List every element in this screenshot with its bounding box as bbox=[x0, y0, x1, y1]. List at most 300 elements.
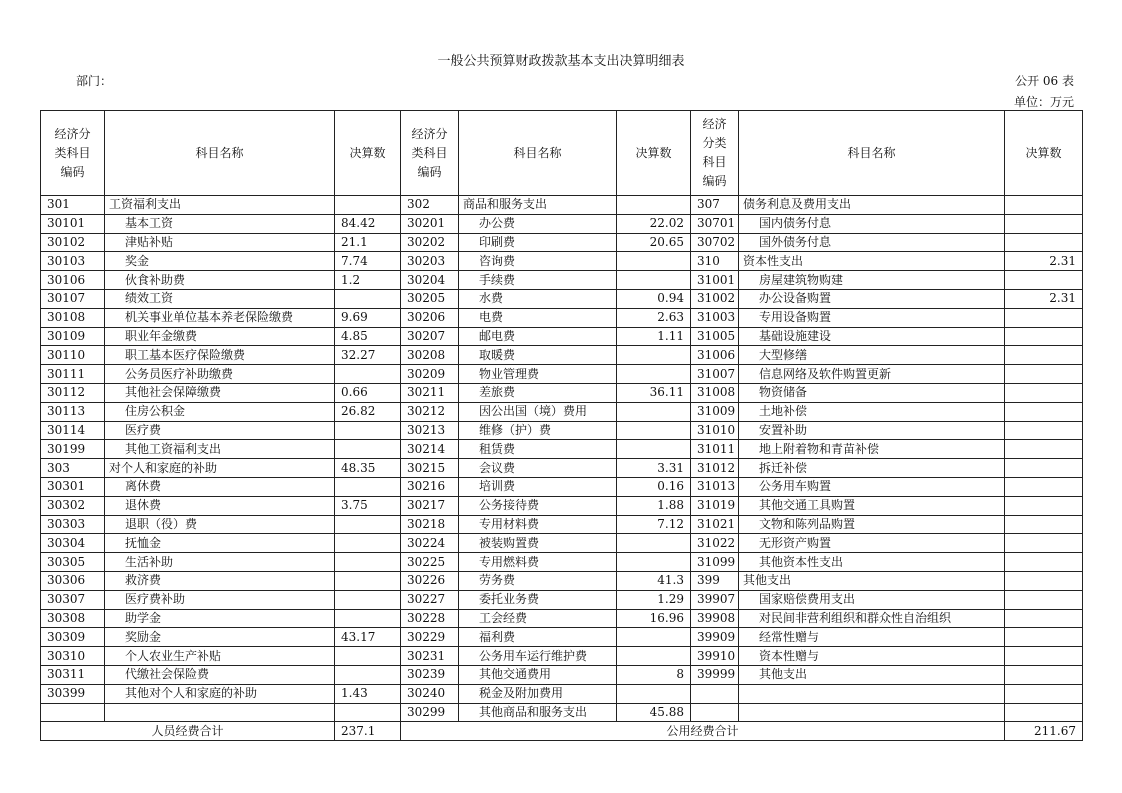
code-cell-3: 31005 bbox=[691, 327, 739, 346]
name-cell-2: 维修（护）费 bbox=[459, 421, 617, 440]
amount-cell-2: 36.11 bbox=[617, 383, 691, 402]
amount-cell-1 bbox=[335, 289, 401, 308]
amount-cell-3 bbox=[1005, 665, 1083, 684]
code-cell-2: 30229 bbox=[401, 628, 459, 647]
name-cell-1 bbox=[105, 703, 335, 722]
amount-cell-2: 1.11 bbox=[617, 327, 691, 346]
code-cell-1: 30304 bbox=[41, 534, 105, 553]
code-cell-2: 30202 bbox=[401, 233, 459, 252]
code-cell-3 bbox=[691, 703, 739, 722]
amount-cell-2 bbox=[617, 346, 691, 365]
name-cell-3: 信息网络及软件购置更新 bbox=[739, 365, 1005, 384]
name-cell-2: 专用材料费 bbox=[459, 515, 617, 534]
amount-cell-3 bbox=[1005, 383, 1083, 402]
name-cell-3 bbox=[739, 684, 1005, 703]
name-cell-1: 救济费 bbox=[105, 571, 335, 590]
name-cell-3: 物资储备 bbox=[739, 383, 1005, 402]
amount-cell-2: 8 bbox=[617, 665, 691, 684]
name-cell-1: 医疗费 bbox=[105, 421, 335, 440]
name-cell-2: 委托业务费 bbox=[459, 590, 617, 609]
code-cell-2: 30240 bbox=[401, 684, 459, 703]
name-cell-1: 津贴补贴 bbox=[105, 233, 335, 252]
name-cell-3: 国外债务付息 bbox=[739, 233, 1005, 252]
table-row bbox=[41, 534, 1083, 553]
name-cell-2: 商品和服务支出 bbox=[459, 196, 617, 215]
header-code-2: 经济分类科目编码 bbox=[401, 111, 459, 196]
header-name-3: 科目名称 bbox=[739, 111, 1005, 196]
table-row bbox=[41, 196, 1083, 215]
amount-cell-1: 1.43 bbox=[335, 684, 401, 703]
amount-cell-2: 7.12 bbox=[617, 515, 691, 534]
name-cell-2: 其他交通费用 bbox=[459, 665, 617, 684]
amount-cell-2: 41.3 bbox=[617, 571, 691, 590]
code-cell-1: 30399 bbox=[41, 684, 105, 703]
code-cell-3: 30701 bbox=[691, 214, 739, 233]
header-name-2: 科目名称 bbox=[459, 111, 617, 196]
code-cell-1: 30306 bbox=[41, 571, 105, 590]
name-cell-3: 国家赔偿费用支出 bbox=[739, 590, 1005, 609]
amount-cell-3 bbox=[1005, 628, 1083, 647]
code-cell-1: 30114 bbox=[41, 421, 105, 440]
code-cell-1: 30103 bbox=[41, 252, 105, 271]
table-row bbox=[41, 703, 1083, 722]
header-amount-3: 决算数 bbox=[1005, 111, 1083, 196]
name-cell-1: 公务员医疗补助缴费 bbox=[105, 365, 335, 384]
name-cell-3: 专用设备购置 bbox=[739, 308, 1005, 327]
code-cell-3: 39999 bbox=[691, 665, 739, 684]
amount-cell-1 bbox=[335, 534, 401, 553]
amount-cell-2 bbox=[617, 553, 691, 572]
code-cell-1: 30110 bbox=[41, 346, 105, 365]
name-cell-1: 绩效工资 bbox=[105, 289, 335, 308]
code-cell-3: 31019 bbox=[691, 496, 739, 515]
amount-cell-1 bbox=[335, 665, 401, 684]
code-cell-2: 30204 bbox=[401, 271, 459, 290]
amount-cell-2: 45.88 bbox=[617, 703, 691, 722]
code-cell-1: 30199 bbox=[41, 440, 105, 459]
table-row bbox=[41, 383, 1083, 402]
totals-row bbox=[41, 722, 1083, 741]
code-cell-2: 30215 bbox=[401, 459, 459, 478]
name-cell-3: 资本性支出 bbox=[739, 252, 1005, 271]
amount-cell-1: 84.42 bbox=[335, 214, 401, 233]
name-cell-2: 因公出国（境）费用 bbox=[459, 402, 617, 421]
name-cell-1: 退休费 bbox=[105, 496, 335, 515]
code-cell-2: 30225 bbox=[401, 553, 459, 572]
amount-cell-2: 22.02 bbox=[617, 214, 691, 233]
code-cell-3: 39909 bbox=[691, 628, 739, 647]
amount-cell-2 bbox=[617, 196, 691, 215]
name-cell-3: 地上附着物和青苗补偿 bbox=[739, 440, 1005, 459]
table-row bbox=[41, 402, 1083, 421]
name-cell-2: 租赁费 bbox=[459, 440, 617, 459]
name-cell-2: 物业管理费 bbox=[459, 365, 617, 384]
code-cell-1: 30112 bbox=[41, 383, 105, 402]
name-cell-3: 其他支出 bbox=[739, 665, 1005, 684]
name-cell-1: 其他社会保障缴费 bbox=[105, 383, 335, 402]
name-cell-2: 劳务费 bbox=[459, 571, 617, 590]
code-cell-2: 30216 bbox=[401, 477, 459, 496]
amount-cell-2 bbox=[617, 647, 691, 666]
amount-cell-2 bbox=[617, 421, 691, 440]
amount-cell-2 bbox=[617, 271, 691, 290]
code-cell-3: 31006 bbox=[691, 346, 739, 365]
amount-cell-3 bbox=[1005, 271, 1083, 290]
code-cell-3: 39908 bbox=[691, 609, 739, 628]
name-cell-1: 代缴社会保险费 bbox=[105, 665, 335, 684]
code-cell-3: 399 bbox=[691, 571, 739, 590]
code-cell-3: 31013 bbox=[691, 477, 739, 496]
code-cell-1: 30310 bbox=[41, 647, 105, 666]
code-cell-2: 30226 bbox=[401, 571, 459, 590]
code-cell-3: 310 bbox=[691, 252, 739, 271]
code-cell-1: 30102 bbox=[41, 233, 105, 252]
amount-cell-1 bbox=[335, 515, 401, 534]
table-header-row bbox=[41, 111, 1083, 196]
code-cell-2: 30224 bbox=[401, 534, 459, 553]
amount-cell-3 bbox=[1005, 214, 1083, 233]
code-cell-2: 30212 bbox=[401, 402, 459, 421]
name-cell-1: 其他工资福利支出 bbox=[105, 440, 335, 459]
amount-cell-1: 48.35 bbox=[335, 459, 401, 478]
amount-cell-1: 26.82 bbox=[335, 402, 401, 421]
amount-cell-1: 32.27 bbox=[335, 346, 401, 365]
code-cell-2: 30239 bbox=[401, 665, 459, 684]
name-cell-1: 基本工资 bbox=[105, 214, 335, 233]
amount-cell-3 bbox=[1005, 233, 1083, 252]
code-cell-1: 30101 bbox=[41, 214, 105, 233]
name-cell-3: 土地补偿 bbox=[739, 402, 1005, 421]
code-cell-3: 307 bbox=[691, 196, 739, 215]
amount-cell-1: 1.2 bbox=[335, 271, 401, 290]
amount-cell-1 bbox=[335, 196, 401, 215]
name-cell-1: 住房公积金 bbox=[105, 402, 335, 421]
table-row bbox=[41, 647, 1083, 666]
table-row bbox=[41, 233, 1083, 252]
code-cell-2: 30217 bbox=[401, 496, 459, 515]
name-cell-2: 办公费 bbox=[459, 214, 617, 233]
name-cell-1: 抚恤金 bbox=[105, 534, 335, 553]
code-cell-2: 30207 bbox=[401, 327, 459, 346]
amount-cell-2 bbox=[617, 628, 691, 647]
name-cell-2: 取暖费 bbox=[459, 346, 617, 365]
code-cell-2: 30213 bbox=[401, 421, 459, 440]
code-cell-1: 30305 bbox=[41, 553, 105, 572]
code-cell-2: 30214 bbox=[401, 440, 459, 459]
amount-cell-3 bbox=[1005, 534, 1083, 553]
code-cell-2: 30231 bbox=[401, 647, 459, 666]
code-cell-3: 31001 bbox=[691, 271, 739, 290]
code-cell-3: 31010 bbox=[691, 421, 739, 440]
amount-cell-3: 2.31 bbox=[1005, 252, 1083, 271]
amount-cell-3 bbox=[1005, 477, 1083, 496]
department-label: 部门： bbox=[76, 74, 113, 88]
code-cell-3: 39907 bbox=[691, 590, 739, 609]
public-total-value: 211.67 bbox=[1005, 722, 1083, 741]
amount-cell-1 bbox=[335, 421, 401, 440]
amount-cell-3 bbox=[1005, 590, 1083, 609]
amount-cell-1 bbox=[335, 477, 401, 496]
code-cell-1: 30309 bbox=[41, 628, 105, 647]
code-cell-2: 30205 bbox=[401, 289, 459, 308]
name-cell-3: 其他支出 bbox=[739, 571, 1005, 590]
table-row bbox=[41, 252, 1083, 271]
header-name-1: 科目名称 bbox=[105, 111, 335, 196]
table-row bbox=[41, 459, 1083, 478]
code-cell-1: 30108 bbox=[41, 308, 105, 327]
code-cell-1: 30301 bbox=[41, 477, 105, 496]
name-cell-2: 手续费 bbox=[459, 271, 617, 290]
name-cell-1: 生活补助 bbox=[105, 553, 335, 572]
name-cell-1: 对个人和家庭的补助 bbox=[105, 459, 335, 478]
table-row bbox=[41, 421, 1083, 440]
code-cell-3: 31022 bbox=[691, 534, 739, 553]
name-cell-2: 公务用车运行维护费 bbox=[459, 647, 617, 666]
code-cell-1: 30308 bbox=[41, 609, 105, 628]
amount-cell-3 bbox=[1005, 402, 1083, 421]
amount-cell-1 bbox=[335, 647, 401, 666]
amount-cell-3 bbox=[1005, 365, 1083, 384]
amount-cell-2 bbox=[617, 402, 691, 421]
code-cell-1: 30107 bbox=[41, 289, 105, 308]
table-row bbox=[41, 346, 1083, 365]
name-cell-3: 基础设施建设 bbox=[739, 327, 1005, 346]
name-cell-2: 电费 bbox=[459, 308, 617, 327]
code-cell-3: 30702 bbox=[691, 233, 739, 252]
table-row bbox=[41, 515, 1083, 534]
name-cell-3: 大型修缮 bbox=[739, 346, 1005, 365]
amount-cell-1 bbox=[335, 590, 401, 609]
name-cell-1: 伙食补助费 bbox=[105, 271, 335, 290]
amount-cell-3 bbox=[1005, 327, 1083, 346]
table-row bbox=[41, 590, 1083, 609]
amount-cell-2: 0.16 bbox=[617, 477, 691, 496]
page-title: 一般公共预算财政拨款基本支出决算明细表 bbox=[437, 54, 685, 69]
amount-cell-3 bbox=[1005, 553, 1083, 572]
name-cell-3: 办公设备购置 bbox=[739, 289, 1005, 308]
expenditure-table bbox=[40, 110, 1083, 741]
name-cell-3: 公务用车购置 bbox=[739, 477, 1005, 496]
code-cell-2: 30211 bbox=[401, 383, 459, 402]
amount-cell-1: 7.74 bbox=[335, 252, 401, 271]
table-code: 公开 06 表 bbox=[1015, 74, 1074, 88]
name-cell-3: 资本性赠与 bbox=[739, 647, 1005, 666]
amount-cell-3 bbox=[1005, 703, 1083, 722]
name-cell-1: 工资福利支出 bbox=[105, 196, 335, 215]
amount-cell-3: 2.31 bbox=[1005, 289, 1083, 308]
name-cell-2: 咨询费 bbox=[459, 252, 617, 271]
table-row bbox=[41, 553, 1083, 572]
name-cell-1: 其他对个人和家庭的补助 bbox=[105, 684, 335, 703]
amount-cell-1 bbox=[335, 703, 401, 722]
table-row bbox=[41, 684, 1083, 703]
amount-cell-3 bbox=[1005, 515, 1083, 534]
amount-cell-3 bbox=[1005, 421, 1083, 440]
personnel-total-value: 237.1 bbox=[335, 722, 401, 741]
name-cell-3: 国内债务付息 bbox=[739, 214, 1005, 233]
code-cell-1: 303 bbox=[41, 459, 105, 478]
name-cell-2: 培训费 bbox=[459, 477, 617, 496]
amount-cell-1: 0.66 bbox=[335, 383, 401, 402]
code-cell-1: 30113 bbox=[41, 402, 105, 421]
code-cell-1: 30106 bbox=[41, 271, 105, 290]
amount-cell-2: 16.96 bbox=[617, 609, 691, 628]
code-cell-2: 30218 bbox=[401, 515, 459, 534]
name-cell-3 bbox=[739, 703, 1005, 722]
code-cell-2: 30228 bbox=[401, 609, 459, 628]
amount-cell-1: 21.1 bbox=[335, 233, 401, 252]
amount-cell-3 bbox=[1005, 496, 1083, 515]
table-row bbox=[41, 308, 1083, 327]
name-cell-2: 水费 bbox=[459, 289, 617, 308]
table-body bbox=[41, 196, 1083, 722]
code-cell-3: 31099 bbox=[691, 553, 739, 572]
code-cell-3: 31008 bbox=[691, 383, 739, 402]
name-cell-1: 个人农业生产补贴 bbox=[105, 647, 335, 666]
code-cell-2: 30209 bbox=[401, 365, 459, 384]
amount-cell-2: 1.29 bbox=[617, 590, 691, 609]
table-row bbox=[41, 440, 1083, 459]
table-row bbox=[41, 609, 1083, 628]
name-cell-1: 机关事业单位基本养老保险缴费 bbox=[105, 308, 335, 327]
amount-cell-3 bbox=[1005, 440, 1083, 459]
name-cell-3: 拆迁补偿 bbox=[739, 459, 1005, 478]
personnel-total-label: 人员经费合计 bbox=[41, 722, 335, 741]
code-cell-2: 302 bbox=[401, 196, 459, 215]
amount-cell-1 bbox=[335, 609, 401, 628]
code-cell-3: 39910 bbox=[691, 647, 739, 666]
amount-cell-2: 1.88 bbox=[617, 496, 691, 515]
amount-cell-1 bbox=[335, 440, 401, 459]
name-cell-2: 邮电费 bbox=[459, 327, 617, 346]
code-cell-3 bbox=[691, 684, 739, 703]
name-cell-2: 其他商品和服务支出 bbox=[459, 703, 617, 722]
code-cell-3: 31011 bbox=[691, 440, 739, 459]
amount-cell-2: 20.65 bbox=[617, 233, 691, 252]
amount-cell-2: 2.63 bbox=[617, 308, 691, 327]
amount-cell-2: 0.94 bbox=[617, 289, 691, 308]
code-cell-1 bbox=[41, 703, 105, 722]
amount-cell-2 bbox=[617, 684, 691, 703]
code-cell-3: 31003 bbox=[691, 308, 739, 327]
amount-cell-3 bbox=[1005, 684, 1083, 703]
name-cell-2: 福利费 bbox=[459, 628, 617, 647]
name-cell-3: 其他资本性支出 bbox=[739, 553, 1005, 572]
name-cell-3: 房屋建筑物购建 bbox=[739, 271, 1005, 290]
name-cell-3: 经常性赠与 bbox=[739, 628, 1005, 647]
name-cell-1: 职业年金缴费 bbox=[105, 327, 335, 346]
code-cell-1: 30311 bbox=[41, 665, 105, 684]
amount-cell-2 bbox=[617, 534, 691, 553]
header-code-3: 经济分类科目编码 bbox=[691, 111, 739, 196]
name-cell-2: 被装购置费 bbox=[459, 534, 617, 553]
amount-cell-3 bbox=[1005, 571, 1083, 590]
name-cell-3: 债务利息及费用支出 bbox=[739, 196, 1005, 215]
code-cell-1: 30303 bbox=[41, 515, 105, 534]
name-cell-3: 无形资产购置 bbox=[739, 534, 1005, 553]
table-row bbox=[41, 665, 1083, 684]
table-row bbox=[41, 214, 1083, 233]
name-cell-2: 印刷费 bbox=[459, 233, 617, 252]
table-row bbox=[41, 571, 1083, 590]
name-cell-3: 安置补助 bbox=[739, 421, 1005, 440]
name-cell-1: 奖金 bbox=[105, 252, 335, 271]
code-cell-3: 31012 bbox=[691, 459, 739, 478]
amount-cell-3 bbox=[1005, 459, 1083, 478]
amount-cell-1: 4.85 bbox=[335, 327, 401, 346]
code-cell-1: 30111 bbox=[41, 365, 105, 384]
unit-label: 单位：万元 bbox=[1013, 95, 1074, 109]
name-cell-1: 医疗费补助 bbox=[105, 590, 335, 609]
amount-cell-2 bbox=[617, 252, 691, 271]
code-cell-3: 31009 bbox=[691, 402, 739, 421]
code-cell-2: 30203 bbox=[401, 252, 459, 271]
code-cell-3: 31021 bbox=[691, 515, 739, 534]
amount-cell-3 bbox=[1005, 647, 1083, 666]
name-cell-1: 退职（役）费 bbox=[105, 515, 335, 534]
table-row bbox=[41, 628, 1083, 647]
header-code-1: 经济分类科目编码 bbox=[41, 111, 105, 196]
name-cell-1: 助学金 bbox=[105, 609, 335, 628]
amount-cell-1: 43.17 bbox=[335, 628, 401, 647]
amount-cell-1 bbox=[335, 553, 401, 572]
name-cell-2: 差旅费 bbox=[459, 383, 617, 402]
name-cell-3: 文物和陈列品购置 bbox=[739, 515, 1005, 534]
table-row bbox=[41, 365, 1083, 384]
table-row bbox=[41, 496, 1083, 515]
name-cell-2: 会议费 bbox=[459, 459, 617, 478]
public-total-label: 公用经费合计 bbox=[401, 722, 1005, 741]
amount-cell-2: 3.31 bbox=[617, 459, 691, 478]
code-cell-3: 31007 bbox=[691, 365, 739, 384]
amount-cell-1: 3.75 bbox=[335, 496, 401, 515]
name-cell-2: 工会经费 bbox=[459, 609, 617, 628]
table-row bbox=[41, 271, 1083, 290]
code-cell-2: 30206 bbox=[401, 308, 459, 327]
code-cell-2: 30227 bbox=[401, 590, 459, 609]
name-cell-1: 离休费 bbox=[105, 477, 335, 496]
name-cell-2: 公务接待费 bbox=[459, 496, 617, 515]
name-cell-2: 专用燃料费 bbox=[459, 553, 617, 572]
code-cell-2: 30208 bbox=[401, 346, 459, 365]
code-cell-1: 301 bbox=[41, 196, 105, 215]
name-cell-3: 对民间非营利组织和群众性自治组织 bbox=[739, 609, 1005, 628]
code-cell-2: 30201 bbox=[401, 214, 459, 233]
amount-cell-3 bbox=[1005, 346, 1083, 365]
table-row bbox=[41, 327, 1083, 346]
amount-cell-2 bbox=[617, 440, 691, 459]
amount-cell-3 bbox=[1005, 308, 1083, 327]
name-cell-1: 职工基本医疗保险缴费 bbox=[105, 346, 335, 365]
name-cell-2: 税金及附加费用 bbox=[459, 684, 617, 703]
amount-cell-3 bbox=[1005, 609, 1083, 628]
header-amount-1: 决算数 bbox=[335, 111, 401, 196]
table-row bbox=[41, 289, 1083, 308]
name-cell-3: 其他交通工具购置 bbox=[739, 496, 1005, 515]
code-cell-1: 30302 bbox=[41, 496, 105, 515]
amount-cell-1: 9.69 bbox=[335, 308, 401, 327]
code-cell-1: 30109 bbox=[41, 327, 105, 346]
amount-cell-2 bbox=[617, 365, 691, 384]
amount-cell-3 bbox=[1005, 196, 1083, 215]
code-cell-1: 30307 bbox=[41, 590, 105, 609]
header-amount-2: 决算数 bbox=[617, 111, 691, 196]
amount-cell-1 bbox=[335, 571, 401, 590]
code-cell-2: 30299 bbox=[401, 703, 459, 722]
table-row bbox=[41, 477, 1083, 496]
code-cell-3: 31002 bbox=[691, 289, 739, 308]
name-cell-1: 奖励金 bbox=[105, 628, 335, 647]
